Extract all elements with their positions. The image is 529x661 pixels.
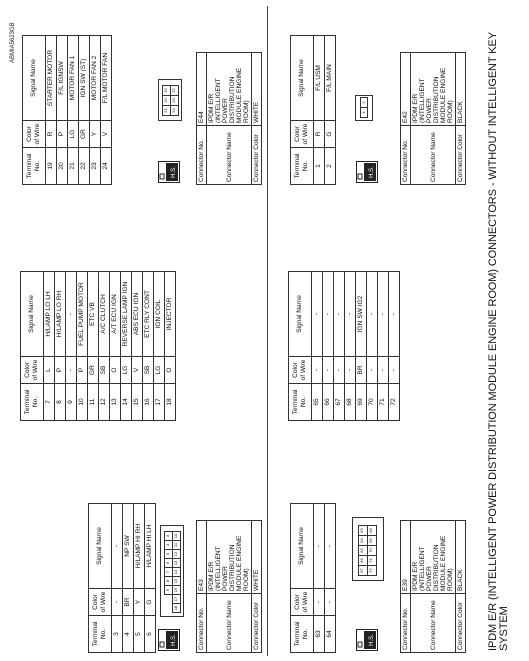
table-row (121, 272, 132, 421)
connector-name-value: IPDM E/R (INTELLIGENT POWER DISTRIBUTION MODULE ENGINE ROOM) (207, 521, 252, 594)
terminal-table-e43-a (88, 503, 156, 653)
label-connector-name: Connector Name (411, 126, 456, 185)
wire-color: R (46, 121, 57, 148)
signal-name: A/C CLUTCH (99, 272, 110, 357)
terminal-no: 64 (325, 616, 336, 653)
connector-pin: 8 (164, 576, 173, 586)
connector-no-value: E39 (401, 521, 411, 594)
wire-color: L (44, 357, 55, 384)
hs-icon-text: H.S. (369, 634, 375, 646)
terminal-no: 17 (154, 384, 165, 421)
connector-pin: 21 (162, 105, 171, 116)
connector-pin: 72 (367, 565, 377, 576)
connector-color-value: BLACK (456, 53, 466, 126)
table-row (389, 272, 400, 421)
column-header-color-of-wire: Color of Wire (23, 121, 46, 148)
signal-name: REVERSE LAMP IGN (121, 272, 132, 357)
connector-face-e44 (158, 79, 182, 121)
signal-name: - (378, 272, 389, 357)
connector-pin: 66 (358, 555, 368, 566)
signal-name: IGN COIL (154, 272, 165, 357)
signal-name: H/LAMP HI RH (134, 504, 145, 589)
signal-name: F/L MOTOR FAN (101, 36, 112, 121)
table-row (165, 272, 176, 421)
terminal-no: 23 (90, 148, 101, 185)
connector-pin: 4 (164, 540, 173, 550)
wire-color: GR (88, 357, 99, 384)
table-row (334, 272, 345, 421)
connector-name-value: IPDM E/R (INTELLIGENT POWER DISTRIBUTION MODULE ENGINE ROOM) (207, 53, 252, 126)
hs-icon-text: H.S. (369, 166, 375, 178)
connector-pin: 67 (358, 565, 368, 576)
connector-pin: 68 (367, 525, 377, 536)
terminal-no: 13 (110, 384, 121, 421)
terminal-no: 15 (132, 384, 143, 421)
connector-pin: 13 (172, 558, 181, 568)
connector-no-value: E44 (197, 53, 207, 126)
connector-pin: 69 (367, 535, 377, 546)
signal-name: ETC RLY CONT (143, 272, 154, 357)
wire-color: - (312, 357, 323, 384)
connector-pin: 65 (358, 545, 368, 556)
table-row (378, 272, 389, 421)
connector-pin: 64 (358, 535, 368, 546)
wire-color: - (325, 589, 336, 616)
signal-name: F/L USM (314, 36, 325, 121)
table-row (99, 272, 110, 421)
wire-color: - (66, 357, 77, 384)
wire-color: Y (90, 121, 101, 148)
connector-pin: 9 (164, 585, 173, 595)
signal-name: - (334, 272, 345, 357)
table-row (79, 36, 90, 185)
column-header-color-of-wire: Color of Wire (21, 357, 44, 384)
label-connector-name: Connector Name (411, 594, 456, 653)
label-connector-color: Connector Color (456, 126, 466, 185)
terminal-no: 3 (112, 616, 123, 653)
terminal-no: 9 (66, 384, 77, 421)
connector-face-e43 (160, 525, 184, 617)
wire-color: P (57, 121, 68, 148)
connector-face-e42 (355, 95, 373, 121)
table-row (145, 504, 156, 653)
terminal-no: 20 (57, 148, 68, 185)
terminal-no: 65 (312, 384, 323, 421)
connector-pin: 24 (170, 105, 179, 116)
connector-pin: 6 (164, 558, 173, 568)
hs-icon (158, 629, 180, 651)
table-row (68, 36, 79, 185)
wire-color: - (378, 357, 389, 384)
connector-face-e39 (352, 517, 384, 581)
wire-color: BR (356, 357, 367, 384)
signal-name: NP SW (123, 504, 134, 589)
column-header-color-of-wire: Color of Wire (289, 357, 312, 384)
wire-color: O (110, 357, 121, 384)
terminal-no: 24 (101, 148, 112, 185)
connector-pin: 10 (172, 531, 181, 541)
table-row (101, 36, 112, 185)
terminal-no: 1 (314, 148, 325, 185)
table-row (314, 36, 325, 185)
wire-color: P (55, 357, 66, 384)
terminal-no: 12 (99, 384, 110, 421)
wire-color: BR (123, 589, 134, 616)
table-row (112, 504, 123, 653)
column-header-signal-name: Signal Name (291, 504, 314, 589)
label-connector-color: Connector Color (252, 126, 262, 185)
connector-pin: 11 (172, 540, 181, 550)
signal-name: MOTOR FAN 2 (90, 36, 101, 121)
terminal-no: 5 (134, 616, 145, 653)
terminal-no: 19 (46, 148, 57, 185)
connector-pin: 3 (164, 531, 173, 541)
table-row (132, 272, 143, 421)
wire-color: SB (99, 357, 110, 384)
table-row (314, 504, 325, 653)
terminal-no: 16 (143, 384, 154, 421)
terminal-table-e43-b (20, 271, 176, 421)
label-connector-color: Connector Color (252, 594, 262, 653)
wire-color: V (101, 121, 112, 148)
connector-pin: 15 (172, 576, 181, 586)
signal-name: - (66, 272, 77, 357)
label-connector-no: Connector No. (401, 594, 411, 653)
terminal-no: 68 (345, 384, 356, 421)
connector-pin: 22 (170, 85, 179, 96)
terminal-no: 8 (55, 384, 66, 421)
table-row (55, 272, 66, 421)
wire-color: - (314, 589, 325, 616)
table-row (44, 272, 55, 421)
wire-color: LG (121, 357, 132, 384)
wire-color: G (325, 121, 336, 148)
column-header-color-of-wire: Color of Wire (291, 121, 314, 148)
terminal-no: 18 (165, 384, 176, 421)
signal-name: A/T ECU IGN (110, 272, 121, 357)
connector-name-value: IPDM E/R (INTELLIGENT POWER DISTRIBUTION MODULE ENGINE ROOM) (411, 521, 456, 594)
wire-color: - (112, 589, 123, 616)
table-row (312, 272, 323, 421)
wire-color: GR (79, 121, 90, 148)
connector-info-e44 (196, 52, 262, 185)
wire-color: V (132, 357, 143, 384)
connector-info-e42 (400, 52, 466, 185)
terminal-no: 7 (44, 384, 55, 421)
signal-name: INJECTOR (165, 272, 176, 357)
hs-icon-text: H.S. (171, 634, 177, 646)
connector-info-e39 (400, 520, 466, 653)
table-row (110, 272, 121, 421)
column-header-terminal-no: Terminal No. (291, 616, 314, 653)
terminal-table-e42 (290, 35, 336, 185)
table-row (90, 36, 101, 185)
connector-pin: 63 (358, 525, 368, 536)
terminal-no: 63 (314, 616, 325, 653)
table-row (134, 504, 145, 653)
column-header-terminal-no: Terminal No. (291, 148, 314, 185)
label-connector-name: Connector Name (207, 594, 252, 653)
connector-pin: 16 (172, 585, 181, 595)
terminal-no: 70 (367, 384, 378, 421)
column-header-color-of-wire: Color of Wire (89, 589, 112, 616)
label-connector-name: Connector Name (207, 126, 252, 185)
terminal-no: 66 (323, 384, 334, 421)
connector-pin: 12 (172, 549, 181, 559)
column-header-signal-name: Signal Name (21, 272, 44, 357)
connector-color-value: WHITE (252, 53, 262, 126)
signal-name: H/LAMP LO LH (44, 272, 55, 357)
signal-name: IGN SW IG2 (356, 272, 367, 357)
signal-name: MOTOR FAN 1 (68, 36, 79, 121)
wire-color: - (345, 357, 356, 384)
signal-name: IGN SW (ST) (79, 36, 90, 121)
column-header-terminal-no: Terminal No. (289, 384, 312, 421)
table-row (345, 272, 356, 421)
table-row (325, 36, 336, 185)
column-header-terminal-no: Terminal No. (23, 148, 46, 185)
wire-color: R (314, 121, 325, 148)
connector-pin: 23 (170, 95, 179, 106)
signal-name: FUEL PUMP MOTOR (77, 272, 88, 357)
signal-name: STARTER MOTOR (46, 36, 57, 121)
connector-no-value: E43 (197, 521, 207, 594)
page-code: ABMIA5623GB (10, 22, 16, 63)
column-header-terminal-no: Terminal No. (21, 384, 44, 421)
signal-name: - (112, 504, 123, 589)
wire-color: - (367, 357, 378, 384)
table-row (46, 36, 57, 185)
terminal-no: 11 (88, 384, 99, 421)
terminal-no: 21 (68, 148, 79, 185)
connector-pin: 1 (360, 107, 368, 118)
terminal-no: 10 (77, 384, 88, 421)
wire-color: SB (143, 357, 154, 384)
table-row (367, 272, 378, 421)
signal-name: F/L IGNSW (57, 36, 68, 121)
table-row (66, 272, 77, 421)
terminal-no: 4 (123, 616, 134, 653)
column-header-signal-name: Signal Name (89, 504, 112, 589)
connector-pin: 70 (367, 545, 377, 556)
terminal-table-e39-b (288, 271, 400, 421)
terminal-no: 72 (389, 384, 400, 421)
terminal-no: 2 (325, 148, 336, 185)
connector-pin: 2 (360, 97, 368, 108)
wire-color: Y (134, 589, 145, 616)
table-row (154, 272, 165, 421)
connector-name-value: IPDM E/R (INTELLIGENT POWER DISTRIBUTION MODULE ENGINE ROOM) (411, 53, 456, 126)
wire-color: - (323, 357, 334, 384)
table-row (123, 504, 134, 653)
hs-icon-text: H.S. (171, 166, 177, 178)
wire-color: - (334, 357, 345, 384)
connector-pin: 18 (172, 603, 181, 613)
table-row (57, 36, 68, 185)
connector-pin: 19 (162, 85, 171, 96)
column-header-signal-name: Signal Name (291, 36, 314, 121)
connector-pin: 7 (164, 567, 173, 577)
connector-pin: 5 (164, 549, 173, 559)
wire-color: O (165, 357, 176, 384)
connector-info-e43 (196, 520, 262, 653)
terminal-no: 22 (79, 148, 90, 185)
wire-color: - (389, 357, 400, 384)
signal-name: - (312, 272, 323, 357)
table-row (143, 272, 154, 421)
hs-icon (356, 629, 378, 651)
terminal-no: 67 (334, 384, 345, 421)
section-divider (267, 6, 268, 656)
terminal-no: 14 (121, 384, 132, 421)
connector-pin: 14 (172, 567, 181, 577)
page-title: IPDM E/R (INTELLIGENT POWER DISTRIBUTION MODULE ENGINE ROOM) CONNECTORS - WITHOUT INTELLIGENT KEY SYSTEM (487, 32, 510, 651)
table-row (323, 272, 334, 421)
column-header-signal-name: Signal Name (23, 36, 46, 121)
hs-icon (158, 161, 180, 183)
table-row (77, 272, 88, 421)
signal-name: F/L MAIN (325, 36, 336, 121)
signal-name: - (389, 272, 400, 357)
table-row (325, 504, 336, 653)
connector-pin: 20 (162, 95, 171, 106)
table-row (88, 272, 99, 421)
connector-color-value: BLACK (456, 521, 466, 594)
wire-color: LG (68, 121, 79, 148)
signal-name: ABS ECU IGN (132, 272, 143, 357)
hs-icon (356, 161, 378, 183)
signal-name: - (325, 504, 336, 589)
wire-color: P (77, 357, 88, 384)
terminal-table-e44 (22, 35, 112, 185)
terminal-table-e39-a (290, 503, 336, 653)
terminal-no: 6 (145, 616, 156, 653)
connector-no-value: E42 (401, 53, 411, 126)
signal-name: - (345, 272, 356, 357)
column-header-color-of-wire: Color of Wire (291, 589, 314, 616)
terminal-no: 69 (356, 384, 367, 421)
table-row (356, 272, 367, 421)
signal-name: - (323, 272, 334, 357)
signal-name: - (367, 272, 378, 357)
label-connector-no: Connector No. (197, 126, 207, 185)
column-header-signal-name: Signal Name (289, 272, 312, 357)
terminal-no: 71 (378, 384, 389, 421)
connector-pin: 71 (367, 555, 377, 566)
label-connector-no: Connector No. (401, 126, 411, 185)
signal-name: ETC VB (88, 272, 99, 357)
signal-name: H/LAMP HI LH (145, 504, 156, 589)
column-header-terminal-no: Terminal No. (89, 616, 112, 653)
connector-color-value: WHITE (252, 521, 262, 594)
wire-color: LG (154, 357, 165, 384)
label-connector-color: Connector Color (456, 594, 466, 653)
signal-name: - (314, 504, 325, 589)
signal-name: H/LAMP LO RH (55, 272, 66, 357)
label-connector-no: Connector No. (197, 594, 207, 653)
wire-color: G (145, 589, 156, 616)
connector-pin: 17 (172, 594, 181, 604)
